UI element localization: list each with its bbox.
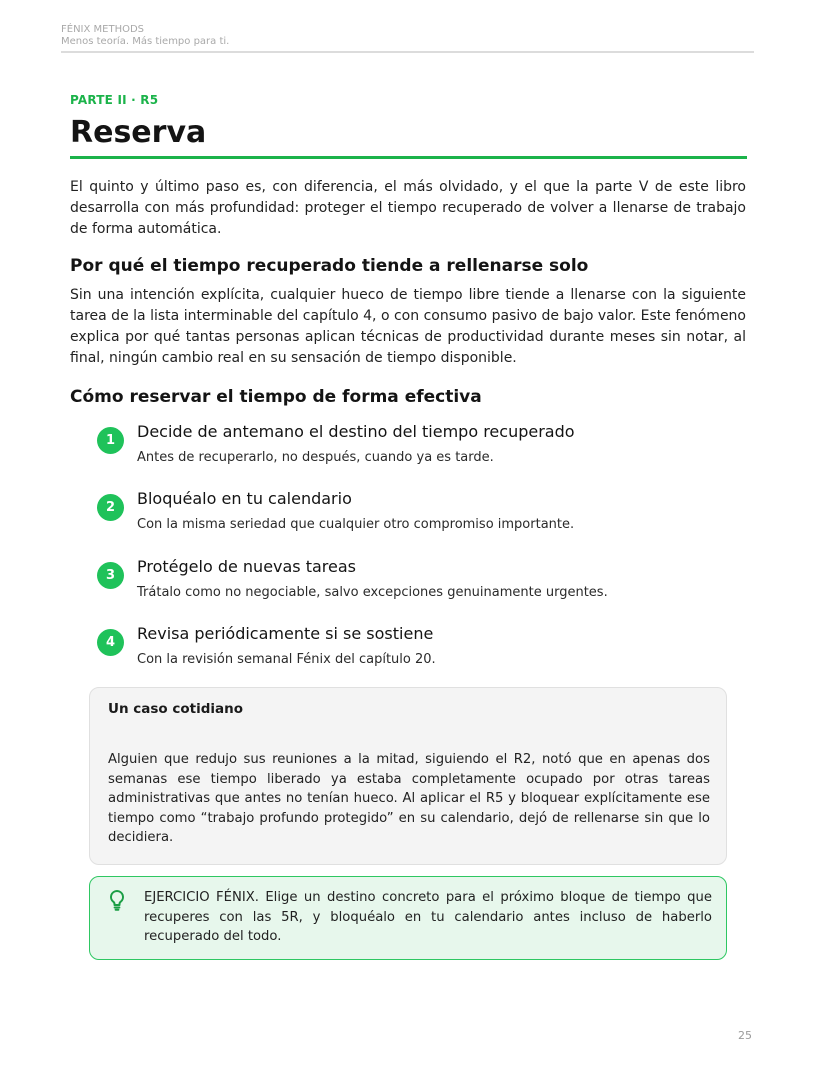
exercise-callout (89, 876, 727, 960)
title-underline (70, 156, 747, 159)
step-description: Con la misma seriedad que cualquier otro compromiso importante. (137, 517, 575, 532)
running-header (61, 24, 754, 53)
step-title: Revisa periódicamente si se sostiene (137, 624, 434, 643)
lightbulb-icon (108, 889, 126, 911)
page-title: Reserva (70, 115, 207, 150)
step-number-badge: 2 (97, 494, 124, 521)
intro-paragraph: El quinto y último paso es, con diferencia, el más olvidado, y el que la parte V de este libro desarrolla con más profundidad: proteger el tiempo recuperado de volver a llenarse de trabajo de forma automática. (70, 179, 746, 237)
case-study-box (89, 687, 727, 865)
why-heading: Por qué el tiempo recuperado tiende a rellenarse solo (70, 256, 589, 276)
brand-name: FÉNIX METHODS (61, 24, 145, 35)
step-description: Antes de recuperarlo, no después, cuando ya es tarde. (137, 450, 494, 465)
step-number-badge: 4 (97, 629, 124, 656)
step-number-badge: 1 (97, 427, 124, 454)
step-title: Decide de antemano el destino del tiempo recuperado (137, 422, 575, 441)
page-number: 25 (738, 1029, 752, 1042)
step-description: Con la revisión semanal Fénix del capítulo 20. (137, 652, 436, 667)
case-study-title: Un caso cotidiano (108, 701, 244, 717)
step-number-badge: 3 (97, 562, 124, 589)
step-title: Bloquéalo en tu calendario (137, 489, 352, 508)
step-description: Trátalo como no negociable, salvo excepciones genuinamente urgentes. (137, 585, 608, 600)
brand-tagline: Menos teoría. Más tiempo para ti. (61, 36, 230, 47)
exercise-text: EJERCICIO FÉNIX. Elige un destino concreto para el próximo bloque de tiempo que recuperes con las 5R, y bloquéalo en tu calendario antes incluso de haberlo recuperado del todo. (144, 890, 712, 944)
step-title: Protégelo de nuevas tareas (137, 557, 357, 576)
case-study-body: Alguien que redujo sus reuniones a la mitad, siguiendo el R2, notó que en apenas dos semanas ese tiempo liberado ya estaba completamente ocupado por otras tareas administrativas que antes no tenían hueco. Al aplicar el R5 y bloquear explícitamente ese tiempo como “trabajo profundo protegido” en su calendario, dejó de rellenarse sin que lo decidiera. (108, 752, 710, 845)
how-heading: Cómo reservar el tiempo de forma efectiva (70, 387, 482, 407)
section-kicker: PARTE II · R5 (70, 93, 159, 107)
why-paragraph: Sin una intención explícita, cualquier hueco de tiempo libre tiende a llenarse con la siguiente tarea de la lista interminable del capítulo 4, o con consumo pasivo de bajo valor. Este fenómeno explica por qué tantas personas aplican técnicas de productividad durante meses sin notar, al final, ningún cambio real en su sensación de tiempo disponible. (70, 287, 746, 366)
